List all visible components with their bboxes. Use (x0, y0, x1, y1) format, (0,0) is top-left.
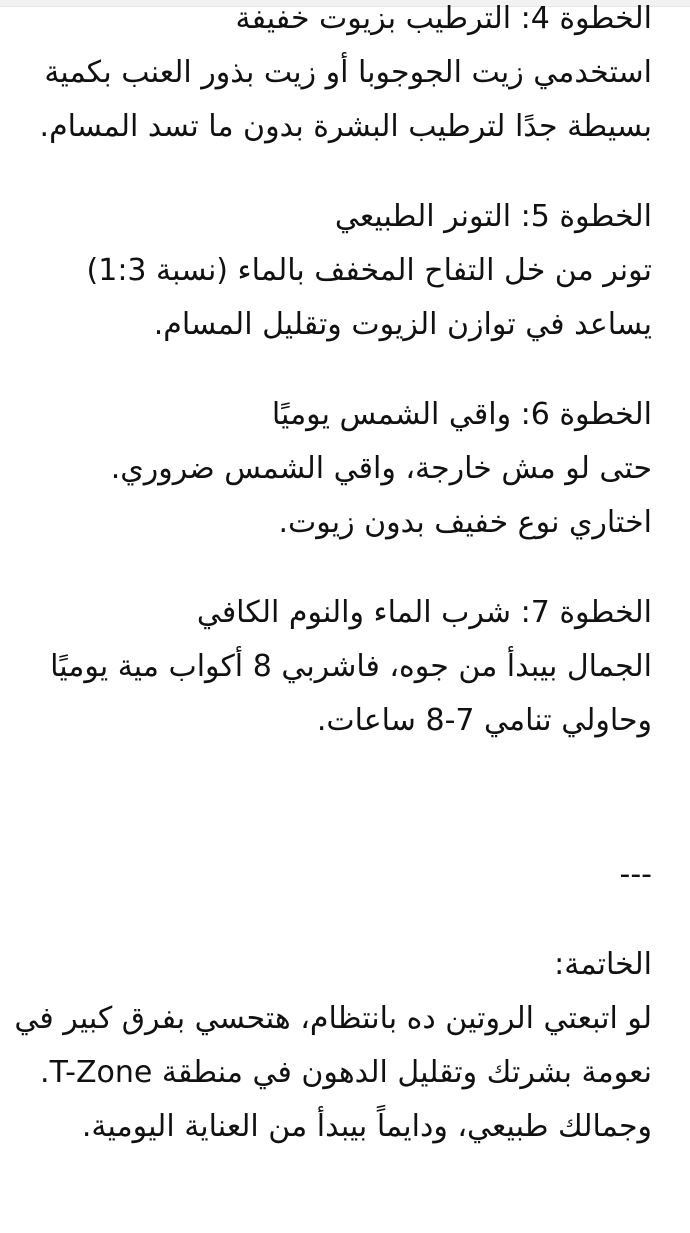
step-5-title: الخطوة 5: التونر الطبيعي (334, 199, 652, 234)
conclusion-line-1: لو اتبعتي الروتين ده بانتظام، هتحسي بفرق كبير في (14, 1001, 652, 1036)
step-6-line-1: حتى لو مش خارجة، واقي الشمس ضروري. (110, 451, 652, 486)
step-4-section (32, 0, 652, 154)
step-4-title: الخطوة 4: الترطيب بزيوت خفيفة (235, 1, 652, 36)
step-6-section (32, 388, 652, 550)
step-4-line-1: استخدمي زيت الجوجوبا أو زيت بذور العنب بكمية (44, 55, 652, 90)
conclusion-section (14, 938, 652, 1154)
step-6-line-2: اختاري نوع خفيف بدون زيوت. (278, 505, 652, 540)
step-7-line-2: وحاولي تنامي 7-8 ساعات. (316, 703, 652, 738)
conclusion-line-2: نعومة بشرتك وتقليل الدهون في منطقة T-Zone. (40, 1055, 652, 1090)
step-5-line-2: يساعد في توازن الزيوت وتقليل المسام. (153, 307, 652, 342)
step-7-section (32, 586, 652, 748)
step-5-line-1: تونر من خل التفاح المخفف بالماء (نسبة 1:3) (86, 253, 652, 288)
step-7-line-1: الجمال بيبدأ من جوه، فاشربي 8 أكواب مية يوميًا (50, 649, 652, 684)
section-separator: --- (619, 857, 652, 892)
step-5-section (32, 190, 652, 352)
conclusion-line-3: وجمالك طبيعي، ودايماً بيبدأ من العناية اليومية. (81, 1109, 652, 1144)
step-7-title: الخطوة 7: شرب الماء والنوم الكافي (196, 595, 652, 630)
step-4-line-2: بسيطة جدًا لترطيب البشرة بدون ما تسد المسام. (39, 109, 652, 144)
conclusion-title: الخاتمة: (554, 947, 652, 982)
step-6-title: الخطوة 6: واقي الشمس يوميًا (271, 397, 652, 432)
